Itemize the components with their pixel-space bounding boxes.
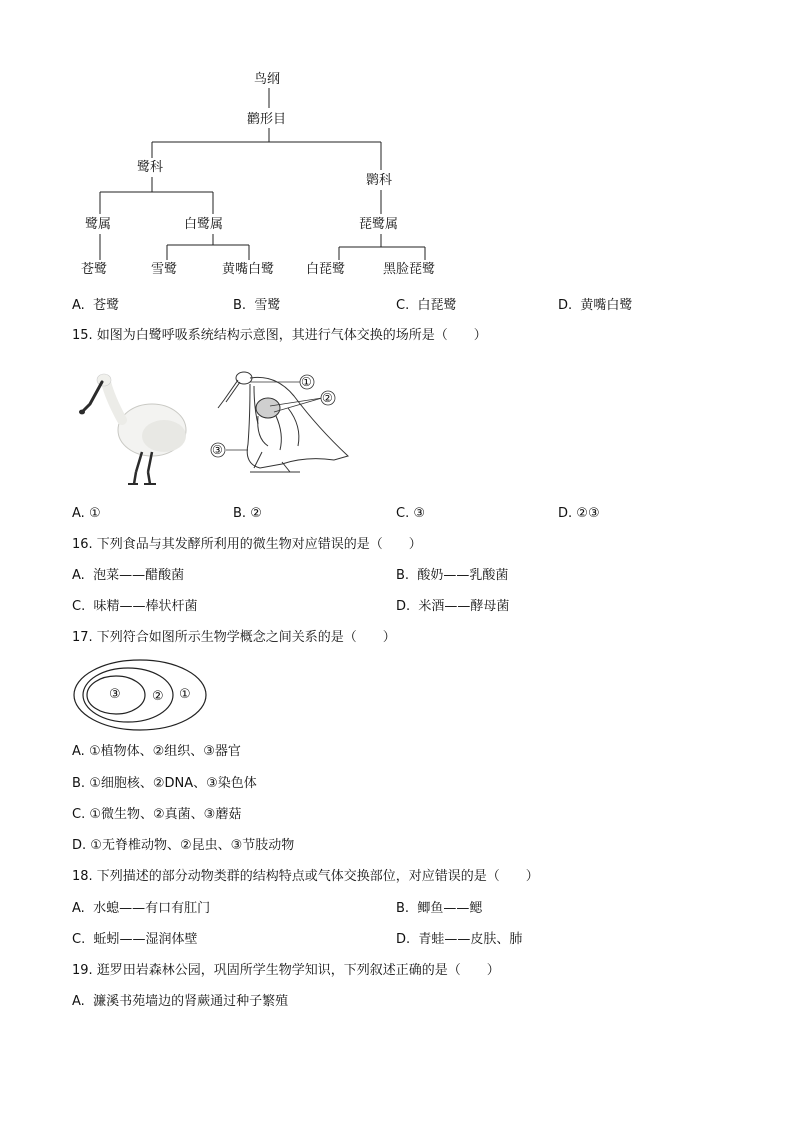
spoonbill-photo [72, 368, 192, 488]
q19-stem: 19. 逛罗田岩森林公园，巩固所学生物学知识，下列叙述正确的是（ ） [72, 963, 500, 978]
q15-option-a: A. ① [72, 506, 101, 521]
q19-option-a: A. 濂溪书苑墙边的肾蕨通过种子繁殖 [72, 994, 289, 1009]
q17-option-a: A. ①植物体、②组织、③器官 [72, 744, 241, 759]
q16-option-c: C. 味精——棒状杆菌 [72, 599, 198, 614]
ellipse-label-1: ① [179, 687, 191, 702]
q18-option-c: C. 蚯蚓——湿润体壁 [72, 932, 198, 947]
q16-option-a: A. 泡菜——醋酸菌 [72, 568, 185, 583]
tree-node-order: 鹳形目 [247, 112, 287, 127]
q15-option-c: C. ③ [396, 506, 426, 521]
q14-option-c: C. 白琵鹭 [396, 298, 457, 313]
tree-node-class: 鸟纲 [254, 72, 281, 87]
q18-option-b: B. 鲫鱼——鳃 [396, 901, 483, 916]
tree-node-species-4: 白琵鹭 [306, 262, 346, 277]
tree-node-species-2: 雪鹭 [151, 262, 178, 277]
tree-node-genus-b1: 琵鹭属 [359, 217, 399, 232]
tree-node-family-a: 鹭科 [137, 160, 164, 175]
tree-node-genus-a1: 鹭属 [85, 217, 112, 232]
q16-option-b: B. 酸奶——乳酸菌 [396, 568, 509, 583]
tree-node-family-b: 鹮科 [366, 173, 393, 188]
q14-option-a: A. 苍鹭 [72, 298, 120, 313]
q14-option-b: B. 雪鹭 [233, 298, 281, 313]
respiratory-system-diagram [210, 368, 360, 478]
q15-option-b: B. ② [233, 506, 262, 521]
nested-ellipses-diagram [72, 658, 212, 734]
q16-option-d: D. 米酒——酵母菌 [396, 599, 510, 614]
tree-node-species-3: 黄嘴白鹭 [222, 262, 275, 277]
q18-option-d: D. 青蛙——皮肤、肺 [396, 932, 523, 947]
q16-stem: 16. 下列食品与其发酵所利用的微生物对应错误的是（ ） [72, 537, 422, 552]
tree-node-genus-a2: 白鹭属 [184, 217, 224, 232]
ellipse-label-2: ② [152, 689, 164, 704]
diagram-label-3: ③ [212, 443, 223, 457]
q17-option-b: B. ①细胞核、②DNA、③染色体 [72, 776, 257, 791]
diagram-label-2: ② [322, 391, 333, 405]
q15-option-d: D. ②③ [558, 506, 600, 521]
q15-stem: 15. 如图为白鹭呼吸系统结构示意图，其进行气体交换的场所是（ ） [72, 328, 487, 343]
q17-option-d: D. ①无脊椎动物、②昆虫、③节肢动物 [72, 838, 295, 853]
classification-tree-lines [0, 0, 794, 300]
q17-option-c: C. ①微生物、②真菌、③蘑菇 [72, 807, 242, 822]
diagram-label-1: ① [301, 375, 312, 389]
tree-node-species-5: 黑脸琵鹭 [383, 262, 436, 277]
tree-node-species-1: 苍鹭 [81, 262, 108, 277]
q14-option-d: D. 黄嘴白鹭 [558, 298, 633, 313]
q18-option-a: A. 水螅——有口有肛门 [72, 901, 211, 916]
q18-stem: 18. 下列描述的部分动物类群的结构特点或气体交换部位，对应错误的是（ ） [72, 869, 539, 884]
q17-stem: 17. 下列符合如图所示生物学概念之间关系的是（ ） [72, 630, 396, 645]
ellipse-label-3: ③ [109, 687, 121, 702]
